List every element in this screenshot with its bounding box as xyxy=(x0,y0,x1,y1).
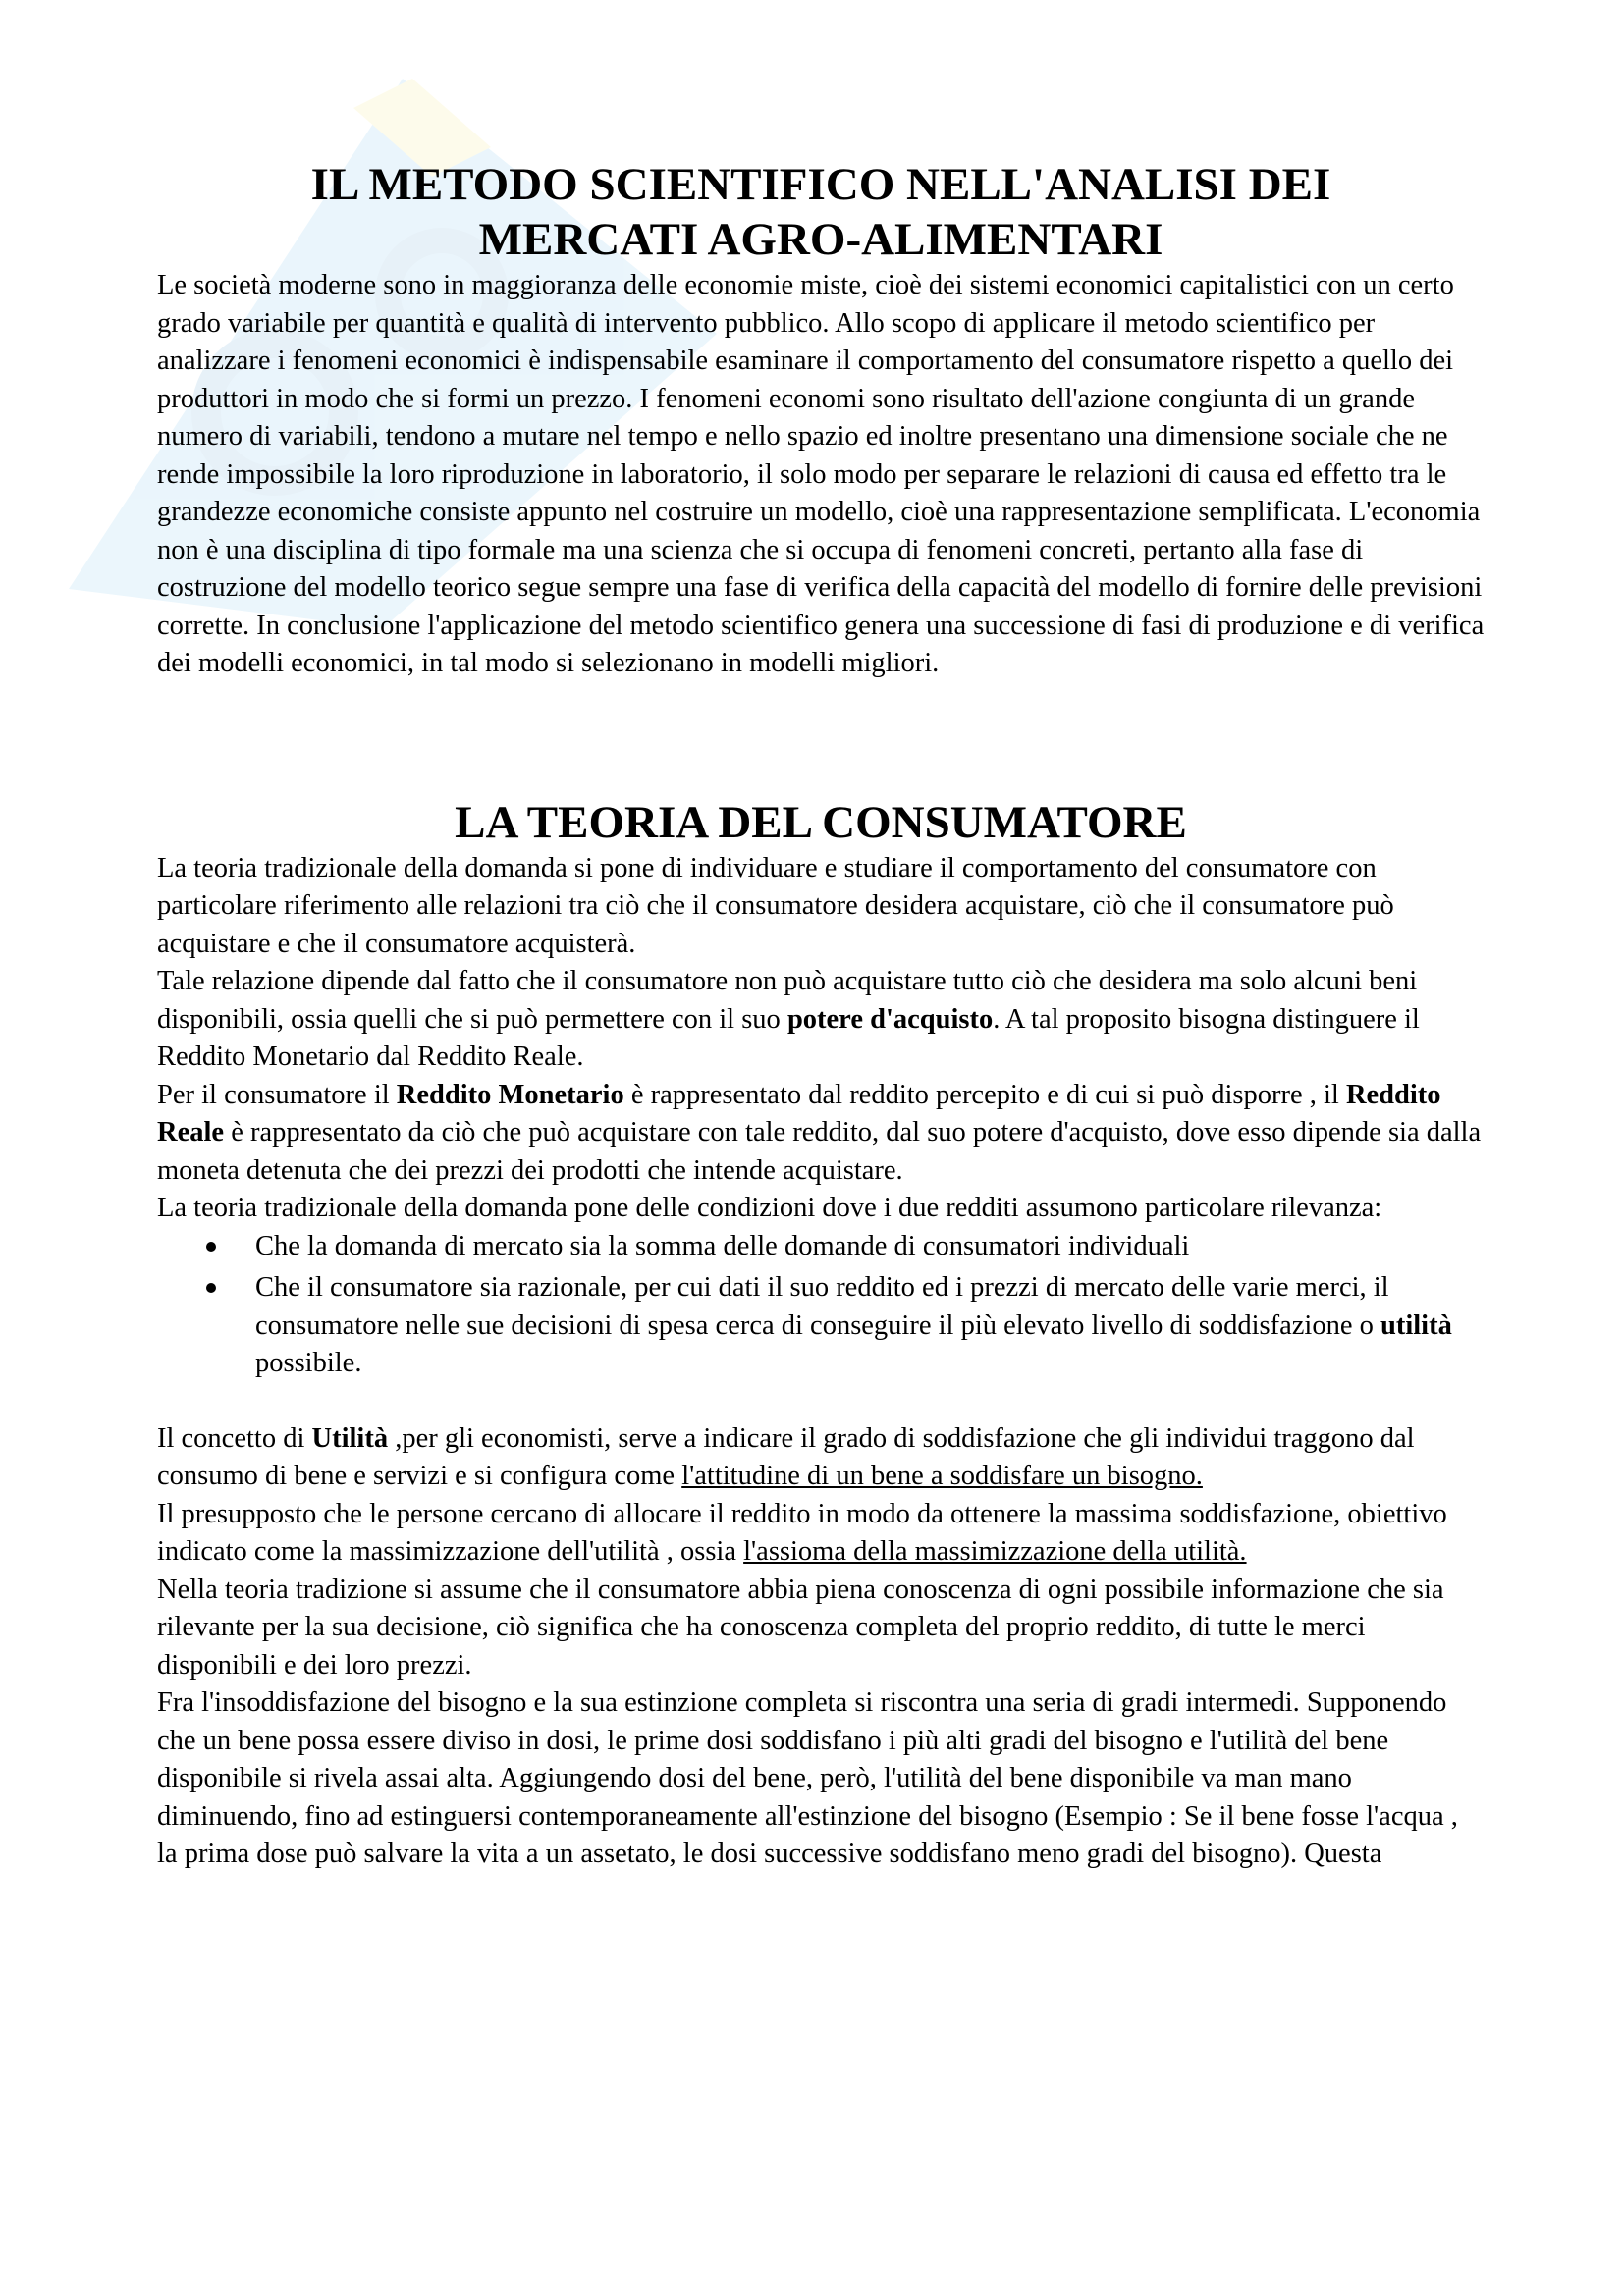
bullet-icon xyxy=(206,1283,216,1293)
bold-term-utilita-concept: Utilità xyxy=(311,1422,389,1454)
list-item-text: Che la domanda di mercato sia la somma delle domande di consumatori individuali xyxy=(255,1230,1190,1261)
bullet-icon xyxy=(206,1242,216,1252)
paragraph-intro: Le società moderne sono in maggioranza delle economie miste, cioè dei sistemi economici capitalistici con un certo grado variabile per quantità e qualità di intervento pubblico. Allo scopo di applicare il metodo scientifico per analizzare i fenomeni economici è indispensabile esaminare il comportamento del consumatore rispetto a quello dei produttori in modo che si formi un prezzo. I fenomeni economi sono risultato dell'azione congiunta di un grande numero di variabili, tendono a mutare nel tempo e nello spazio ed inoltre presentano una dimensione sociale che ne rende impossibile la loro riproduzione in laboratorio, il solo modo per separare le relazioni di causa ed effetto tra le grandezze economiche consiste appunto nel costruire un modello, cioè una rappresentazione semplificata. L'economia non è una disciplina di tipo formale ma una scienza che si occupa di fenomeni concreti, pertanto alla fase di costruzione del modello teorico segue sempre una fase di verifica della capacità del modello di fornire delle previsioni corrette. In conclusione l'applicazione del metodo scientifico genera una successione di fasi di produzione e di verifica dei modelli economici, in tal modo si selezionano in modelli migliori. xyxy=(157,270,1485,678)
paragraph-assioma xyxy=(157,1496,1485,1572)
paragraph-utilita xyxy=(157,1420,1485,1496)
page-title-line1: IL METODO SCIENTIFICO NELL'ANALISI DEI xyxy=(310,159,1331,210)
text-span: Tale relazione dipende dal fatto che il consumatore non può acquistare tutto ciò che desidera ma solo alcuni beni disponibili, ossia quelli che si può permettere con il suo xyxy=(157,966,1418,1035)
paragraph-reddito xyxy=(157,1077,1485,1191)
paragraph-spacer xyxy=(157,1387,1485,1420)
text-span: ,per gli economisti, serve a indicare il grado di soddisfazione che gli individui traggono dal consumo di bene e servizi e si configura come xyxy=(157,1422,1415,1491)
bold-term-reddito-monetario: Reddito Monetario xyxy=(396,1079,624,1110)
underlined-definition: l'attitudine di un bene a soddisfare un bisogno. xyxy=(681,1461,1203,1491)
bold-term-reddito-reale: Reddito Reale xyxy=(157,1079,1441,1148)
paragraph-teoria-domanda: La teoria tradizionale della domanda si pone di individuare e studiare il comportamento del consumatore con particolare riferimento alle relazioni tra ciò che il consumatore desidera acquistare, ciò che il consumatore può acquistare e che il consumatore acquisterà. xyxy=(157,852,1394,959)
page-title xyxy=(157,157,1485,267)
list-item xyxy=(255,1228,1485,1266)
list-item xyxy=(255,1269,1485,1383)
bold-term-utilita: utilità xyxy=(1380,1309,1452,1341)
bullet-list xyxy=(157,1228,1485,1383)
text-span: è rappresentato da ciò che può acquistare con tale reddito, dal suo potere d'acquisto, dove esso dipende sia dalla moneta detenuta che dei prezzi dei prodotti che intende acquistare. xyxy=(157,1117,1482,1186)
text-span: Il presupposto che le persone cercano di allocare il reddito in modo da ottenere la massima soddisfazione, obiettivo indicato come la massimizzazione dell'utilità , ossia xyxy=(157,1498,1447,1567)
paragraph-condizioni: La teoria tradizionale della domanda pone delle condizioni dove i due redditi assumono particolare rilevanza: xyxy=(157,1193,1382,1223)
paragraph-relazione xyxy=(157,963,1485,1077)
section-spacer xyxy=(157,683,1485,795)
text-span: . A tal proposito bisogna distinguere il Reddito Monetario dal Reddito Reale. xyxy=(157,1003,1420,1072)
text-span: Il concetto di xyxy=(157,1422,312,1454)
underlined-assioma: l'assioma della massimizzazione della utilità. xyxy=(743,1536,1247,1567)
bold-term-potere-acquisto: potere d'acquisto xyxy=(786,1003,994,1035)
paragraph-gradi-bisogno: Fra l'insoddisfazione del bisogno e la sua estinzione completa si riscontra una seria di gradi intermedi. Supponendo che un bene possa essere diviso in dosi, le prime dosi soddisfano i più alti gradi del bisogno e l'utilità del bene disponibile si rivela assai alta. Aggiungendo dosi del bene, però, l'utilità del bene disponibile va man mano diminuendo, fino ad estinguersi contemporaneamente all'estinzione del bisogno (Esempio : Se il bene fosse l'acqua , la prima dose può salvare la vita a un assetato, le dosi successive soddisfano meno gradi del bisogno). Questa xyxy=(157,1687,1458,1869)
text-span: è rappresentato dal reddito percepito e di cui si può disporre , il xyxy=(623,1079,1346,1110)
section-metodo-scientifico xyxy=(157,157,1485,683)
section-title: LA TEORIA DEL CONSUMATORE xyxy=(455,796,1187,848)
text-span: possibile. xyxy=(255,1348,362,1378)
section-teoria-consumatore xyxy=(157,795,1485,1874)
text-span: Che il consumatore sia razionale, per cui dati il suo reddito ed i prezzi di mercato delle varie merci, il consumatore nelle sue decisioni di spesa cerca di conseguire il più elevato livello di soddisfazione o xyxy=(255,1272,1389,1341)
text-span: Per il consumatore il xyxy=(157,1079,397,1110)
page-title-line2: MERCATI AGRO-ALIMENTARI xyxy=(478,214,1163,265)
paragraph-conoscenza: Nella teoria tradizione si assume che il consumatore abbia piena conoscenza di ogni possibile informazione che sia rilevante per la sua decisione, ciò significa che ha conoscenza completa del proprio reddito, di tutte le merci disponibili e dei loro prezzi. xyxy=(157,1574,1444,1681)
document-page xyxy=(157,157,1485,1874)
